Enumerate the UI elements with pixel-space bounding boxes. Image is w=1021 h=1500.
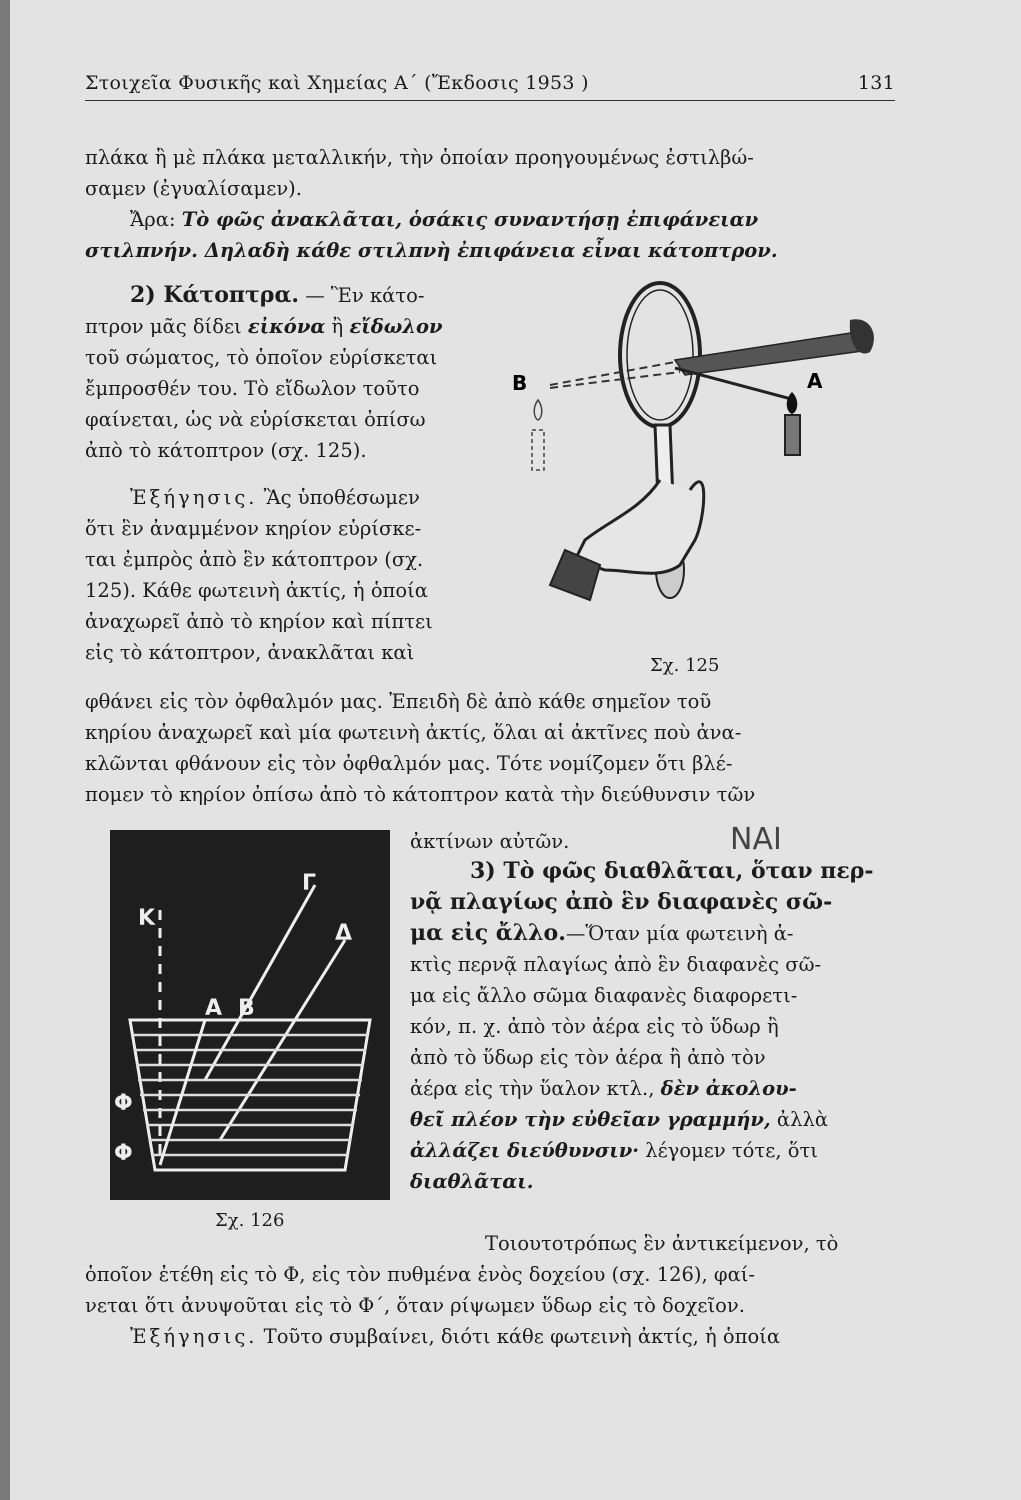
text-line: σαμεν (ἐγυαλίσαμεν). bbox=[85, 177, 302, 200]
text-line: ἀπὸ τὸ ὕδωρ εἰς τὸν ἀέρα ἢ ἀπὸ τὸν bbox=[410, 1046, 766, 1069]
text-line: ὅτι ἓν ἀναμμένον κηρίον εὑρίσκε- bbox=[85, 517, 422, 540]
rule-statement-2: στιλπνήν. Δηλαδὴ κάθε στιλπνὴ ἐπιφάνεια εἶναι κάτοπτρον. bbox=[85, 239, 778, 262]
section-heading-refraction: 3) Τὸ φῶς διαθλᾶται, ὅταν περ- bbox=[470, 858, 874, 884]
emphasis-text: ἀλλάζει διεύθυνσιν· bbox=[410, 1139, 640, 1162]
label-a: Α bbox=[807, 369, 823, 393]
text-line: ἀπὸ τὸ κάτοπτρον (σχ. 125). bbox=[85, 439, 367, 462]
handwritten-annotation: ΝΑΙ bbox=[730, 822, 782, 857]
mirrors-paragraph: 2) Κάτοπτρα. — Ἓν κάτο- πτρον μᾶς δίδει εἰκόνα ἢ εἴδωλον τοῦ σώματος, τὸ ὁποῖον εὑρίσκεται ἔμπροσθέν του. Τὸ εἴδωλον τοῦτο φαίνεται, ὡς νὰ εὑρίσκεται ὀπίσω ἀπὸ τὸ κάτοπτρον (σχ. 125). bbox=[85, 280, 505, 466]
label-gamma: Γ bbox=[302, 871, 317, 896]
text-line: ἀναχωρεῖ ἀπὸ τὸ κηρίον καὶ πίπτει bbox=[85, 610, 433, 633]
section-heading-refraction: μα εἰς ἄλλο. bbox=[410, 920, 566, 946]
hand-mirror bbox=[620, 283, 700, 427]
text-line: ἔμπροσθέν του. Τὸ εἴδωλον τοῦτο bbox=[85, 377, 420, 400]
text-line: εἰς τὸ κάτοπτρον, ἀνακλᾶται καὶ bbox=[85, 641, 415, 664]
figure-126-refraction-photo bbox=[110, 830, 390, 1200]
text-line: φθάνει εἰς τὸν ὀφθαλμόν μας. Ἐπειδὴ δὲ ἀπὸ κάθε σημεῖον τοῦ bbox=[85, 690, 712, 713]
rule-prefix: Ἄρα: bbox=[130, 208, 182, 231]
label-delta: Δ bbox=[335, 921, 353, 946]
candle-flame-icon bbox=[787, 392, 798, 414]
label-alpha: Α bbox=[205, 996, 223, 1021]
intro-paragraph bbox=[85, 142, 895, 204]
emphasis-text: δὲν ἀκολου- bbox=[660, 1077, 797, 1100]
label-b: Β bbox=[512, 371, 528, 395]
text-line: πομεν τὸ κηρίον ὀπίσω ἀπὸ τὸ κάτοπτρον κατὰ τὴν διεύθυνσιν τῶν bbox=[85, 783, 756, 806]
term-idol: εἴδωλον bbox=[349, 315, 443, 338]
refraction-paragraph: 3) Τὸ φῶς διαθλᾶται, ὅταν περ- νᾷ πλαγίως ἀπὸ ἓν διαφανὲς σῶ- μα εἰς ἄλλο.—Ὅταν μία φωτεινὴ ἀ- κτὶς περνᾷ πλαγίως ἀπὸ ἓν διαφανὲς σῶ- μα εἰς ἄλλο σῶμα διαφανὲς διαφορετι- κόν, π. χ. ἀπὸ τὸν ἀέρα εἰς τὸ ὕδωρ ἢ ἀπὸ τὸ ὕδωρ εἰς τὸν ἀέρα ἢ ἀπὸ τὸν ἀέρα εἰς τὴν ὕαλον κτλ., δὲν ἀκολου- θεῖ πλέον τὴν εὐθεῖαν γραμμήν, ἀλλὰ ἀλλάζει διεύθυνσιν· λέγομεν τότε, ὅτι διαθλᾶται. bbox=[410, 856, 890, 1197]
explanation-label: Ἐξήγησις. bbox=[130, 1325, 258, 1348]
section-heading-mirrors: 2) Κάτοπτρα. bbox=[130, 282, 300, 308]
text-line: φαίνεται, ὡς νὰ εὑρίσκεται ὀπίσω bbox=[85, 408, 426, 431]
text-line: ὁποῖον ἐτέθη εἰς τὸ Φ, εἰς τὸν πυθμένα ἑνὸς δοχείου (σχ. 126), φαί- bbox=[85, 1263, 755, 1286]
text-line: κηρίου ἀναχωρεῖ καὶ μία φωτεινὴ ἀκτίς, ὅλαι αἱ ἀκτῖνες ποὺ ἀνα- bbox=[85, 721, 742, 744]
page-number: 131 bbox=[857, 72, 895, 94]
text-line: κόν, π. χ. ἀπὸ τὸν ἀέρα εἰς τὸ ὕδωρ ἢ bbox=[410, 1015, 779, 1038]
figure-126-caption: Σχ. 126 bbox=[215, 1210, 285, 1231]
figure-125-mirror-illustration bbox=[510, 280, 890, 660]
emphasis-text: διαθλᾶται. bbox=[410, 1170, 534, 1193]
text-line: πλάκα ἢ μὲ πλάκα μεταλλικήν, τὴν ὁποίαν προηγουμένως ἐστιλβώ- bbox=[85, 146, 754, 169]
refracted-ray bbox=[160, 1020, 205, 1165]
text-line: ται ἐμπρὸς ἀπὸ ἓν κάτοπτρον (σχ. bbox=[85, 548, 424, 571]
text-line: νεται ὅτι ἀνυψοῦται εἰς τὸ Φ΄, ὅταν ρίψωμεν ὕδωρ εἰς τὸ δοχεῖον. bbox=[85, 1294, 745, 1317]
reflected-rays bbox=[675, 330, 870, 375]
text-line: τοῦ σώματος, τὸ ὁποῖον εὑρίσκεται bbox=[85, 346, 438, 369]
continuation-paragraph bbox=[85, 686, 895, 810]
emphasis-text: θεῖ πλέον τὴν εὐθεῖαν γραμμήν, bbox=[410, 1108, 771, 1131]
text-line: 125). Κάθε φωτεινὴ ἀκτίς, ἡ ὁποία bbox=[85, 579, 428, 602]
candle-virtual-image bbox=[532, 430, 544, 470]
text-line: μα εἰς ἄλλο σῶμα διαφανὲς διαφορετι- bbox=[410, 984, 798, 1007]
label-phi: Φ bbox=[114, 1141, 133, 1166]
candle-real bbox=[785, 415, 800, 455]
explanation-label: Ἐξήγησις. bbox=[130, 486, 258, 509]
text-line: κτὶς περνᾷ πλαγίως ἀπὸ ἓν διαφανὲς σῶ- bbox=[410, 953, 822, 976]
hand-holding-mirror bbox=[575, 480, 704, 573]
label-beta: Β bbox=[238, 996, 255, 1021]
rule-paragraph bbox=[85, 204, 895, 266]
text-line: κλῶνται φθάνουν εἰς τὸν ὀφθαλμόν μας. Τότε νομίζομεν ὅτι βλέ- bbox=[85, 752, 733, 775]
section-heading-refraction: νᾷ πλαγίως ἀπὸ ἓν διαφανὲς σῶ- bbox=[410, 889, 833, 915]
explanation-paragraph-1: Ἐξήγησις. Ἂς ὑποθέσωμεν ὅτι ἓν ἀναμμένον κηρίον εὑρίσκε- ται ἐμπρὸς ἀπὸ ἓν κάτοπτρον (σχ. 125). Κάθε φωτεινὴ ἀκτίς, ἡ ὁποία ἀναχωρεῖ ἀπὸ τὸ κηρίον καὶ πίπτει εἰς τὸ κάτοπτρον, ἀνακλᾶται καὶ bbox=[85, 482, 505, 668]
label-phi-prime: Φ bbox=[114, 1091, 133, 1116]
rule-statement-1: Τὸ φῶς ἀνακλᾶται, ὁσάκις συναντήσῃ ἐπιφάνειαν bbox=[181, 208, 759, 231]
header-title: Στοιχεῖα Φυσικῆς καὶ Χημείας Α΄ (Ἔκδοσις 1953 ) bbox=[85, 72, 589, 94]
term-image: εἰκόνα bbox=[247, 315, 326, 338]
figure-125-caption: Σχ. 125 bbox=[650, 655, 720, 676]
running-header bbox=[85, 72, 895, 101]
virtual-ray-line bbox=[550, 362, 675, 385]
text-line: ἀκτίνων αὐτῶν. bbox=[410, 830, 570, 853]
closing-paragraph: Τοιουτοτρόπως ἓν ἀντικείμενον, τὸ ὁποῖον ἐτέθη εἰς τὸ Φ, εἰς τὸν πυθμένα ἑνὸς δοχείου (σχ. 126), φαί- νεται ὅτι ἀνυψοῦται εἰς τὸ Φ΄, ὅταν ρίψωμεν ὕδωρ εἰς τὸ δοχεῖον. Ἐξήγησις. Τοῦτο συμβαίνει, διότι κάθε φωτεινὴ ἀκτίς, ἡ ὁποία bbox=[85, 1228, 895, 1352]
text-line: Τοιουτοτρόπως ἓν ἀντικείμενον, τὸ bbox=[485, 1232, 839, 1255]
label-k: Κ bbox=[138, 906, 156, 931]
